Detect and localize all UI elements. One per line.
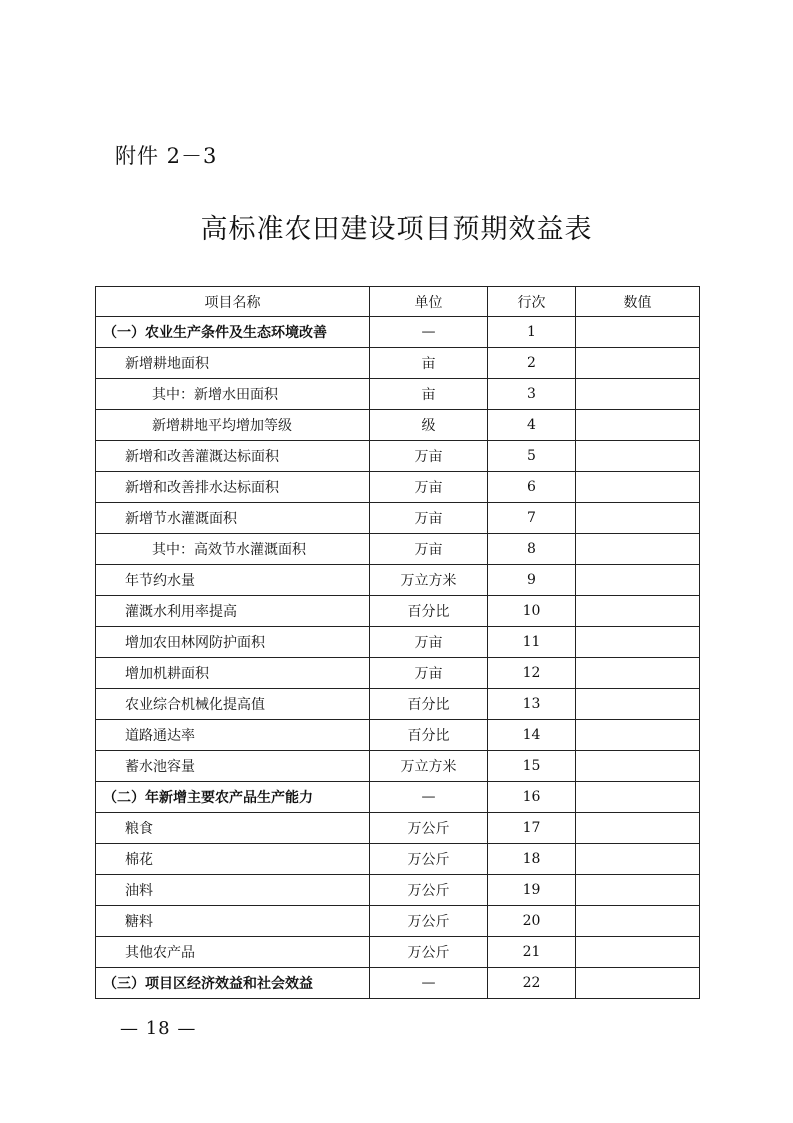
row-number-cell: 7 <box>488 503 576 534</box>
row-number-cell: 2 <box>488 348 576 379</box>
value-cell[interactable] <box>576 720 700 751</box>
value-cell[interactable] <box>576 441 700 472</box>
unit-cell: 万公斤 <box>370 906 488 937</box>
table-row <box>96 751 700 782</box>
value-cell[interactable] <box>576 627 700 658</box>
unit-cell: 百分比 <box>370 689 488 720</box>
value-cell[interactable] <box>576 317 700 348</box>
value-cell[interactable] <box>576 596 700 627</box>
row-number-cell: 15 <box>488 751 576 782</box>
unit-cell: 万立方米 <box>370 565 488 596</box>
table-row <box>96 937 700 968</box>
attachment-label: 附件 2－3 <box>115 144 218 168</box>
value-cell[interactable] <box>576 379 700 410</box>
row-number-cell: 14 <box>488 720 576 751</box>
row-number-cell: 8 <box>488 534 576 565</box>
column-header-name: 项目名称 <box>96 287 370 317</box>
table-row <box>96 813 700 844</box>
value-cell[interactable] <box>576 348 700 379</box>
value-cell[interactable] <box>576 503 700 534</box>
row-number-cell: 11 <box>488 627 576 658</box>
table-row <box>96 782 700 813</box>
unit-cell: — <box>370 317 488 348</box>
unit-cell: 级 <box>370 410 488 441</box>
row-number-cell: 5 <box>488 441 576 472</box>
item-name-cell: 油料 <box>96 875 370 906</box>
unit-cell: 百分比 <box>370 596 488 627</box>
column-header-value: 数值 <box>576 287 700 317</box>
table-row <box>96 534 700 565</box>
row-number-cell: 18 <box>488 844 576 875</box>
table-row <box>96 627 700 658</box>
value-cell[interactable] <box>576 689 700 720</box>
row-number-cell: 1 <box>488 317 576 348</box>
table-row <box>96 968 700 999</box>
benefits-table <box>95 286 700 999</box>
value-cell[interactable] <box>576 534 700 565</box>
page-number: — 18 — <box>120 1018 197 1039</box>
item-name-cell: 新增耕地平均增加等级 <box>96 410 370 441</box>
row-number-cell: 10 <box>488 596 576 627</box>
table-row <box>96 689 700 720</box>
unit-cell: — <box>370 968 488 999</box>
table-row <box>96 503 700 534</box>
row-number-cell: 12 <box>488 658 576 689</box>
unit-cell: 万亩 <box>370 627 488 658</box>
unit-cell: 万公斤 <box>370 937 488 968</box>
value-cell[interactable] <box>576 968 700 999</box>
value-cell[interactable] <box>576 813 700 844</box>
item-name-cell: 灌溉水利用率提高 <box>96 596 370 627</box>
value-cell[interactable] <box>576 875 700 906</box>
item-name-cell: 其中：新增水田面积 <box>96 379 370 410</box>
table-header-row <box>96 287 700 317</box>
value-cell[interactable] <box>576 410 700 441</box>
value-cell[interactable] <box>576 472 700 503</box>
row-number-cell: 3 <box>488 379 576 410</box>
value-cell[interactable] <box>576 658 700 689</box>
row-number-cell: 13 <box>488 689 576 720</box>
item-name-cell: 道路通达率 <box>96 720 370 751</box>
unit-cell: 万亩 <box>370 472 488 503</box>
value-cell[interactable] <box>576 782 700 813</box>
unit-cell: 亩 <box>370 379 488 410</box>
value-cell[interactable] <box>576 565 700 596</box>
unit-cell: 万亩 <box>370 503 488 534</box>
row-number-cell: 19 <box>488 875 576 906</box>
row-number-cell: 16 <box>488 782 576 813</box>
unit-cell: 百分比 <box>370 720 488 751</box>
item-name-cell: 增加农田林网防护面积 <box>96 627 370 658</box>
table-row <box>96 596 700 627</box>
unit-cell: 亩 <box>370 348 488 379</box>
item-name-cell: 新增和改善排水达标面积 <box>96 472 370 503</box>
unit-cell: 万立方米 <box>370 751 488 782</box>
item-name-cell: 年节约水量 <box>96 565 370 596</box>
table-row <box>96 658 700 689</box>
page-title: 高标准农田建设项目预期效益表 <box>200 214 593 245</box>
column-header-row: 行次 <box>488 287 576 317</box>
item-name-cell: 增加机耕面积 <box>96 658 370 689</box>
section-heading-cell: （一）农业生产条件及生态环境改善 <box>96 317 370 348</box>
unit-cell: — <box>370 782 488 813</box>
table-body <box>96 317 700 999</box>
table-row <box>96 348 700 379</box>
unit-cell: 万公斤 <box>370 844 488 875</box>
table-row <box>96 441 700 472</box>
table-row <box>96 906 700 937</box>
section-heading-cell: （三）项目区经济效益和社会效益 <box>96 968 370 999</box>
item-name-cell: 棉花 <box>96 844 370 875</box>
item-name-cell: 新增耕地面积 <box>96 348 370 379</box>
row-number-cell: 9 <box>488 565 576 596</box>
item-name-cell: 新增和改善灌溉达标面积 <box>96 441 370 472</box>
table-row <box>96 875 700 906</box>
item-name-cell: 糖料 <box>96 906 370 937</box>
row-number-cell: 6 <box>488 472 576 503</box>
value-cell[interactable] <box>576 844 700 875</box>
unit-cell: 万公斤 <box>370 875 488 906</box>
value-cell[interactable] <box>576 937 700 968</box>
value-cell[interactable] <box>576 751 700 782</box>
table-row <box>96 720 700 751</box>
item-name-cell: 其他农产品 <box>96 937 370 968</box>
unit-cell: 万公斤 <box>370 813 488 844</box>
item-name-cell: 粮食 <box>96 813 370 844</box>
unit-cell: 万亩 <box>370 534 488 565</box>
item-name-cell: 新增节水灌溉面积 <box>96 503 370 534</box>
table-row <box>96 410 700 441</box>
section-heading-cell: （二）年新增主要农产品生产能力 <box>96 782 370 813</box>
item-name-cell: 农业综合机械化提高值 <box>96 689 370 720</box>
row-number-cell: 21 <box>488 937 576 968</box>
table-row <box>96 472 700 503</box>
value-cell[interactable] <box>576 906 700 937</box>
row-number-cell: 4 <box>488 410 576 441</box>
row-number-cell: 22 <box>488 968 576 999</box>
column-header-unit: 单位 <box>370 287 488 317</box>
table-row <box>96 317 700 348</box>
item-name-cell: 其中：高效节水灌溉面积 <box>96 534 370 565</box>
unit-cell: 万亩 <box>370 441 488 472</box>
unit-cell: 万亩 <box>370 658 488 689</box>
table-row <box>96 565 700 596</box>
table-row <box>96 844 700 875</box>
item-name-cell: 蓄水池容量 <box>96 751 370 782</box>
row-number-cell: 17 <box>488 813 576 844</box>
table-row <box>96 379 700 410</box>
row-number-cell: 20 <box>488 906 576 937</box>
